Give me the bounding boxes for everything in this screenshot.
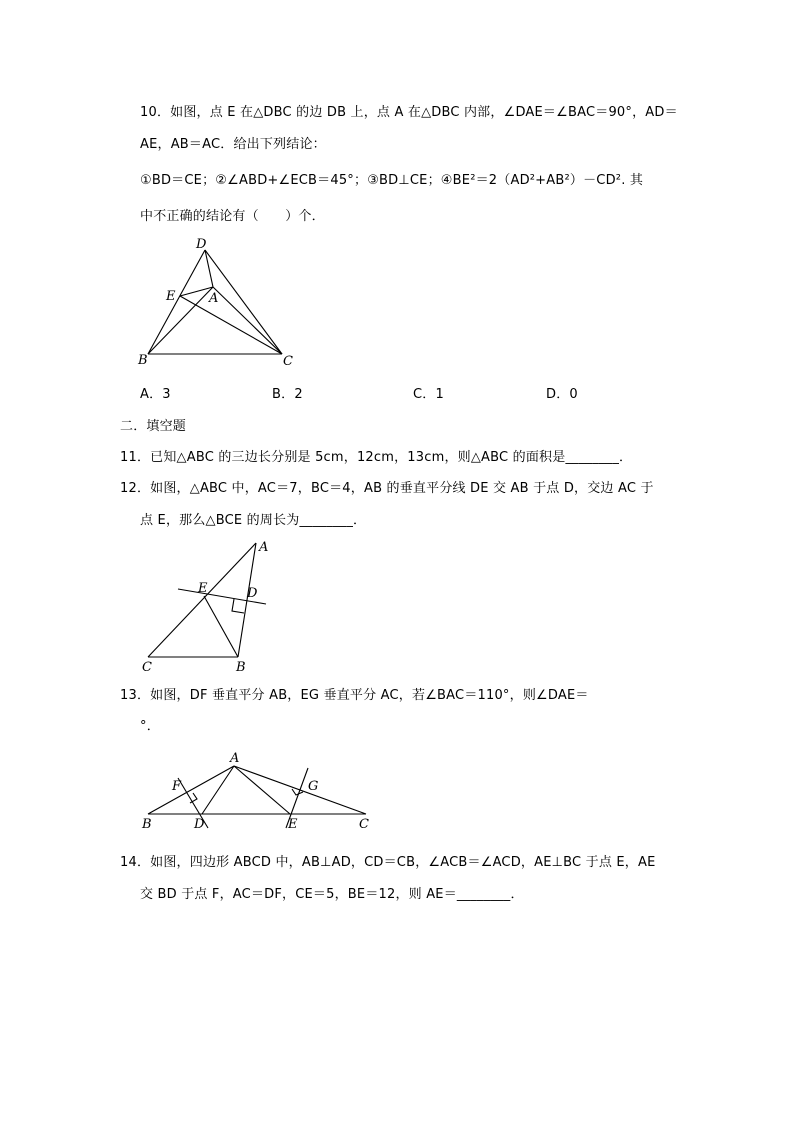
q12-line1: 12．如图，△ABC 中，AC＝7，BC＝4，AB 的垂直平分线 DE 交 AB 于点 D，交边 AC 于	[120, 481, 654, 496]
q10-option-a: A．3	[140, 387, 171, 402]
q12-label-c: C	[142, 660, 152, 675]
q13-label-b: B	[142, 817, 152, 832]
q10-label-d: D	[196, 237, 207, 252]
q10-label-a: A	[209, 291, 219, 306]
q14-line1: 14．如图，四边形 ABCD 中，AB⊥AD，CD＝CB，∠ACB＝∠ACD，AE⊥BC 于点 E，AE	[120, 855, 656, 870]
q13-label-g: G	[308, 779, 319, 794]
q12-label-d: D	[247, 586, 258, 601]
q10-line1: 10．如图，点 E 在△DBC 的边 DB 上，点 A 在△DBC 内部，∠DAE＝∠BAC＝90°，AD＝	[140, 105, 678, 120]
q13-figure	[138, 748, 378, 838]
q13-label-d: D	[194, 817, 205, 832]
q12-figure	[138, 535, 278, 675]
q10-option-b: B．2	[272, 387, 303, 402]
q13-label-c: C	[359, 817, 369, 832]
q12-line2: 点 E，那么△BCE 的周长为________．	[140, 513, 367, 528]
q10-line3: ①BD＝CE；②∠ABD+∠ECB＝45°；③BD⊥CE；④BE²＝2（AD²+AB²）－CD². 其	[140, 173, 644, 188]
q13-label-a: A	[230, 751, 240, 766]
q10-line2: AE，AB＝AC．给出下列结论：	[140, 137, 326, 152]
q10-option-d: D．0	[546, 387, 578, 402]
q10-label-c: C	[283, 354, 293, 369]
q11-line1: 11．已知△ABC 的三边长分别是 5cm，12cm，13cm，则△ABC 的面积是________．	[120, 450, 633, 465]
q14-line2: 交 BD 于点 F，AC＝DF，CE＝5，BE＝12，则 AE＝________．	[140, 887, 524, 902]
q13-label-f: F	[172, 779, 182, 794]
q12-label-a: A	[259, 540, 269, 555]
q10-label-e: E	[166, 289, 176, 304]
q10-option-c: C．1	[413, 387, 444, 402]
q13-line1: 13．如图，DF 垂直平分 AB，EG 垂直平分 AC，若∠BAC＝110°，则∠DAE＝	[120, 688, 589, 703]
q12-label-b: B	[236, 660, 246, 675]
q12-label-e: E	[198, 581, 208, 596]
q13-line2: °．	[140, 719, 160, 734]
q13-label-e: E	[288, 817, 298, 832]
q10-figure	[130, 232, 310, 372]
q10-label-b: B	[138, 353, 148, 368]
q10-line4: 中不正确的结论有（ ）个．	[140, 209, 325, 224]
section-title: 二．填空题	[120, 419, 187, 434]
